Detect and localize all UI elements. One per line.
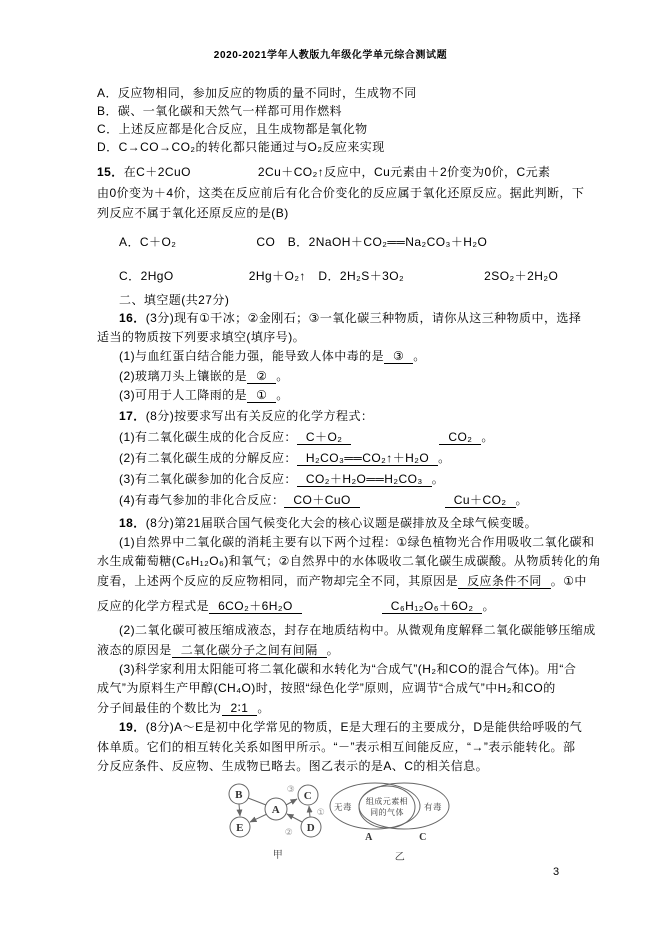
- text-run: (8分)A～E是初中化学常见的物质，E是大理石的主要成分，D是能供给呼吸的气: [145, 720, 583, 735]
- venn-caption: 乙: [394, 852, 406, 864]
- text-line: [97, 660, 577, 679]
- venn-right-text: 有毒: [424, 802, 442, 813]
- text-run: (1)有二氧化碳生成的化合反应：: [119, 429, 297, 444]
- text-line: [97, 641, 567, 660]
- question-number: 16．: [119, 310, 146, 325]
- text-run: (2)玻璃刀头上镶嵌的是: [119, 368, 248, 383]
- text-run: 。: [276, 368, 289, 383]
- text-line: [97, 469, 567, 490]
- text-line: [97, 386, 567, 405]
- question-number: 15．: [97, 165, 124, 179]
- text-line: [97, 533, 595, 552]
- text-line: [97, 738, 576, 757]
- text-line: [97, 757, 567, 776]
- text-run: A．C＋O₂: [119, 234, 177, 249]
- text-line: [97, 699, 567, 718]
- text-line: [97, 328, 567, 347]
- edge-b-a-line: [248, 798, 266, 805]
- answer-blank: Cu＋CO₂: [445, 493, 516, 508]
- text-line: [97, 367, 567, 386]
- text-run: 在C＋2CuO: [123, 165, 191, 179]
- text-run: 。: [482, 599, 495, 614]
- text-run: 列反应不属于氧化还原反应的是(B): [97, 206, 289, 220]
- venn-center-text-line2: 同的气体: [370, 808, 404, 818]
- venn-intersection-ellipse: [359, 786, 415, 828]
- question-number: 18．: [119, 515, 146, 530]
- text-run: (4)有毒气参加的非化合反应：: [119, 492, 285, 507]
- section-2-heading: [97, 291, 567, 309]
- question-16: [97, 309, 582, 406]
- question-15-stem: [97, 162, 585, 224]
- text-run: 反应的化学方程式是: [97, 599, 210, 614]
- text-run: 成气”为原料生产甲醇(CH₄O)时，按照“绿色化学”原则，应调节“合成气”中H₂和CO的: [97, 681, 556, 696]
- text-run: (1)与血红蛋白结合能力强，能导致人体中毒的是: [119, 349, 385, 364]
- text-run: (3)可用于人工降雨的是: [119, 388, 248, 403]
- venn-left-text: 无毒: [334, 802, 352, 813]
- text-line: [97, 162, 567, 183]
- edge-label-2-icon: ②: [284, 827, 294, 838]
- question-18: [97, 514, 602, 719]
- document-content: [97, 84, 602, 867]
- answer-blank: C＋O₂: [297, 430, 351, 445]
- text-line: [97, 102, 567, 120]
- text-line: [97, 309, 582, 328]
- text-run: (3)有二氧化碳参加的化合反应：: [119, 471, 297, 486]
- text-line: [97, 427, 567, 448]
- text-run: 。: [438, 450, 451, 465]
- edge-a-to-c-arrow: [286, 799, 297, 805]
- document-title: 2020-2021学年人教版九年级化学单元综合测试题: [213, 50, 448, 61]
- answer-blank: 反应条件不同: [458, 574, 551, 589]
- text-run: (8分)第21届联合国气候变化大会的核心议题是碳排放及全球气候变暖。: [145, 515, 538, 530]
- text-run: B．碳、一氧化碳和天然气一样都可用作燃料: [97, 104, 343, 118]
- question-number: 17．: [119, 408, 146, 423]
- text-run: A．反应物相同，参加反应的物质的量不同时，生成物不同: [97, 86, 417, 100]
- text-line: [97, 265, 567, 287]
- text-run: 2SO₂＋2H₂O: [484, 268, 559, 283]
- text-run: C．2HgO: [119, 268, 174, 283]
- text-run: C．上述反应都是化合反应，且生成物都是氧化物: [97, 122, 368, 136]
- text-run: 体单质。它们的相互转化关系如图甲所示。“－”表示相互间能反应，“→”表示能转化。部: [97, 739, 576, 754]
- answer-blank: 二氧化碳分子之间有间隔: [172, 643, 327, 658]
- text-run: 2Cu＋CO₂↑反应中，Cu元素由＋2价变为0价，C元素: [257, 165, 551, 179]
- text-run: 适当的物质按下列要求填空(填序号)。: [97, 329, 306, 344]
- text-line: [97, 621, 596, 640]
- text-run: 。: [413, 349, 426, 364]
- edge-label-3-icon: ③: [286, 784, 296, 795]
- text-line: [97, 138, 567, 156]
- text-line: [97, 231, 567, 253]
- edge-label-1-icon: ①: [316, 807, 326, 818]
- answer-blank: ③: [384, 349, 413, 364]
- text-run: 分子间最佳的个数比为: [97, 700, 222, 715]
- text-run: 。: [276, 388, 289, 403]
- text-line: [97, 596, 567, 617]
- text-line: [97, 490, 567, 511]
- venn-label-a: A: [365, 832, 373, 844]
- text-run: 度看，上述两个反应的反应物相同，而产物却完全不同，其原因是: [97, 573, 459, 588]
- text-run: 由0价变为＋4价，这类在反应前后有化合价变化的反应属于氧化还原反应。据此判断，下: [97, 185, 585, 200]
- graph-caption: 甲: [272, 850, 284, 862]
- text-run: 。: [326, 642, 340, 657]
- text-line: [97, 84, 567, 102]
- text-line: [97, 203, 567, 224]
- venn-label-c: C: [419, 832, 427, 844]
- text-run: 水生成葡萄糖(C₆H₁₂O₆)和氧气；②自然界中的水体吸收二氧化碳生成碳酸。从物质转化的角: [97, 554, 602, 569]
- text-line: [97, 406, 567, 427]
- text-run: (2)二氧化碳可被压缩成液态，封存在地质结构中。从微观角度解释二氧化碳能够压缩成: [119, 623, 596, 638]
- text-run: CO B．2NaOH＋CO₂══Na₂CO₃＋H₂O: [256, 234, 488, 249]
- question-19-figure: [221, 779, 567, 867]
- text-run: 。: [431, 471, 445, 486]
- text-run: 。: [481, 429, 494, 444]
- answer-blank: 6CO₂＋6H₂O: [209, 599, 302, 614]
- answer-blank: 2∶1: [222, 701, 258, 716]
- answer-blank: CO₂: [439, 430, 481, 445]
- edge-d-to-a-arrow: [287, 814, 302, 822]
- question-15-options: [97, 231, 567, 287]
- text-run: (3)科学家利用太阳能可将二氧化碳和水转化为“合成气”(H₂和CO的混合气体)。用“合: [119, 661, 577, 676]
- node-d-label: D: [306, 822, 316, 835]
- text-line: [97, 679, 567, 698]
- text-run: 分反应条件、反应物、生成物已略去。图乙表示的是A、C的相关信息。: [97, 759, 489, 773]
- answer-blank: CO＋CuO: [284, 493, 359, 508]
- answer-blank: H₂CO₃══CO₂↑＋H₂O: [297, 451, 438, 466]
- text-line: [97, 120, 567, 138]
- text-run: 二、填空题(共27分): [119, 292, 230, 307]
- question-19: [97, 718, 583, 776]
- page-number: 3: [553, 866, 560, 878]
- text-line: [97, 552, 602, 571]
- edge-b-to-e-arrow: [239, 804, 240, 816]
- node-c-label: C: [303, 790, 313, 803]
- text-run: (8分)按要求写出有关反应的化学方程式：: [145, 408, 374, 423]
- text-line: [97, 291, 567, 309]
- node-a-label: A: [271, 804, 281, 817]
- figure-svg: [221, 779, 471, 867]
- answer-blank: ①: [247, 388, 276, 403]
- text-run: (2)有二氧化碳生成的分解反应：: [119, 450, 297, 465]
- text-run: 。: [515, 492, 528, 507]
- text-run: (1)自然界中二氧化碳的消耗主要有以下两个过程：①绿色植物光合作用吸收二氧化碳和: [119, 534, 595, 549]
- question-17: [97, 406, 567, 511]
- text-run: (3分)现有①干冰；②金刚石；③一氧化碳三种物质，请你从这三种物质中，选择: [145, 310, 582, 325]
- node-b-label: B: [235, 789, 243, 802]
- edge-a-to-e-arrow: [250, 814, 267, 822]
- edge-d-to-c-arrow: [309, 806, 310, 817]
- answer-blank: CO₂＋H₂O══H₂CO₃: [297, 472, 432, 487]
- text-line: [97, 347, 567, 366]
- text-run: 。①中: [550, 573, 587, 588]
- question-14-options: [97, 84, 567, 156]
- text-line: [97, 572, 587, 591]
- text-line: [97, 718, 583, 737]
- venn-center-text-line1: 组成元素相: [365, 797, 409, 807]
- question-number: 19．: [119, 720, 146, 735]
- text-line: [97, 448, 567, 469]
- answer-blank: ②: [247, 369, 276, 384]
- text-line: [97, 183, 585, 204]
- text-run: D．C→CO→CO₂的转化都只能通过与O₂反应来实现: [97, 140, 385, 154]
- text-run: 。: [257, 700, 270, 715]
- text-run: 2Hg＋O₂↑ D．2H₂S＋3O₂: [248, 268, 405, 283]
- text-line: [97, 514, 567, 533]
- text-run: 液态的原因是: [97, 642, 172, 657]
- answer-blank: C₆H₁₂O₆＋6O₂: [382, 599, 483, 614]
- node-e-label: E: [236, 822, 244, 835]
